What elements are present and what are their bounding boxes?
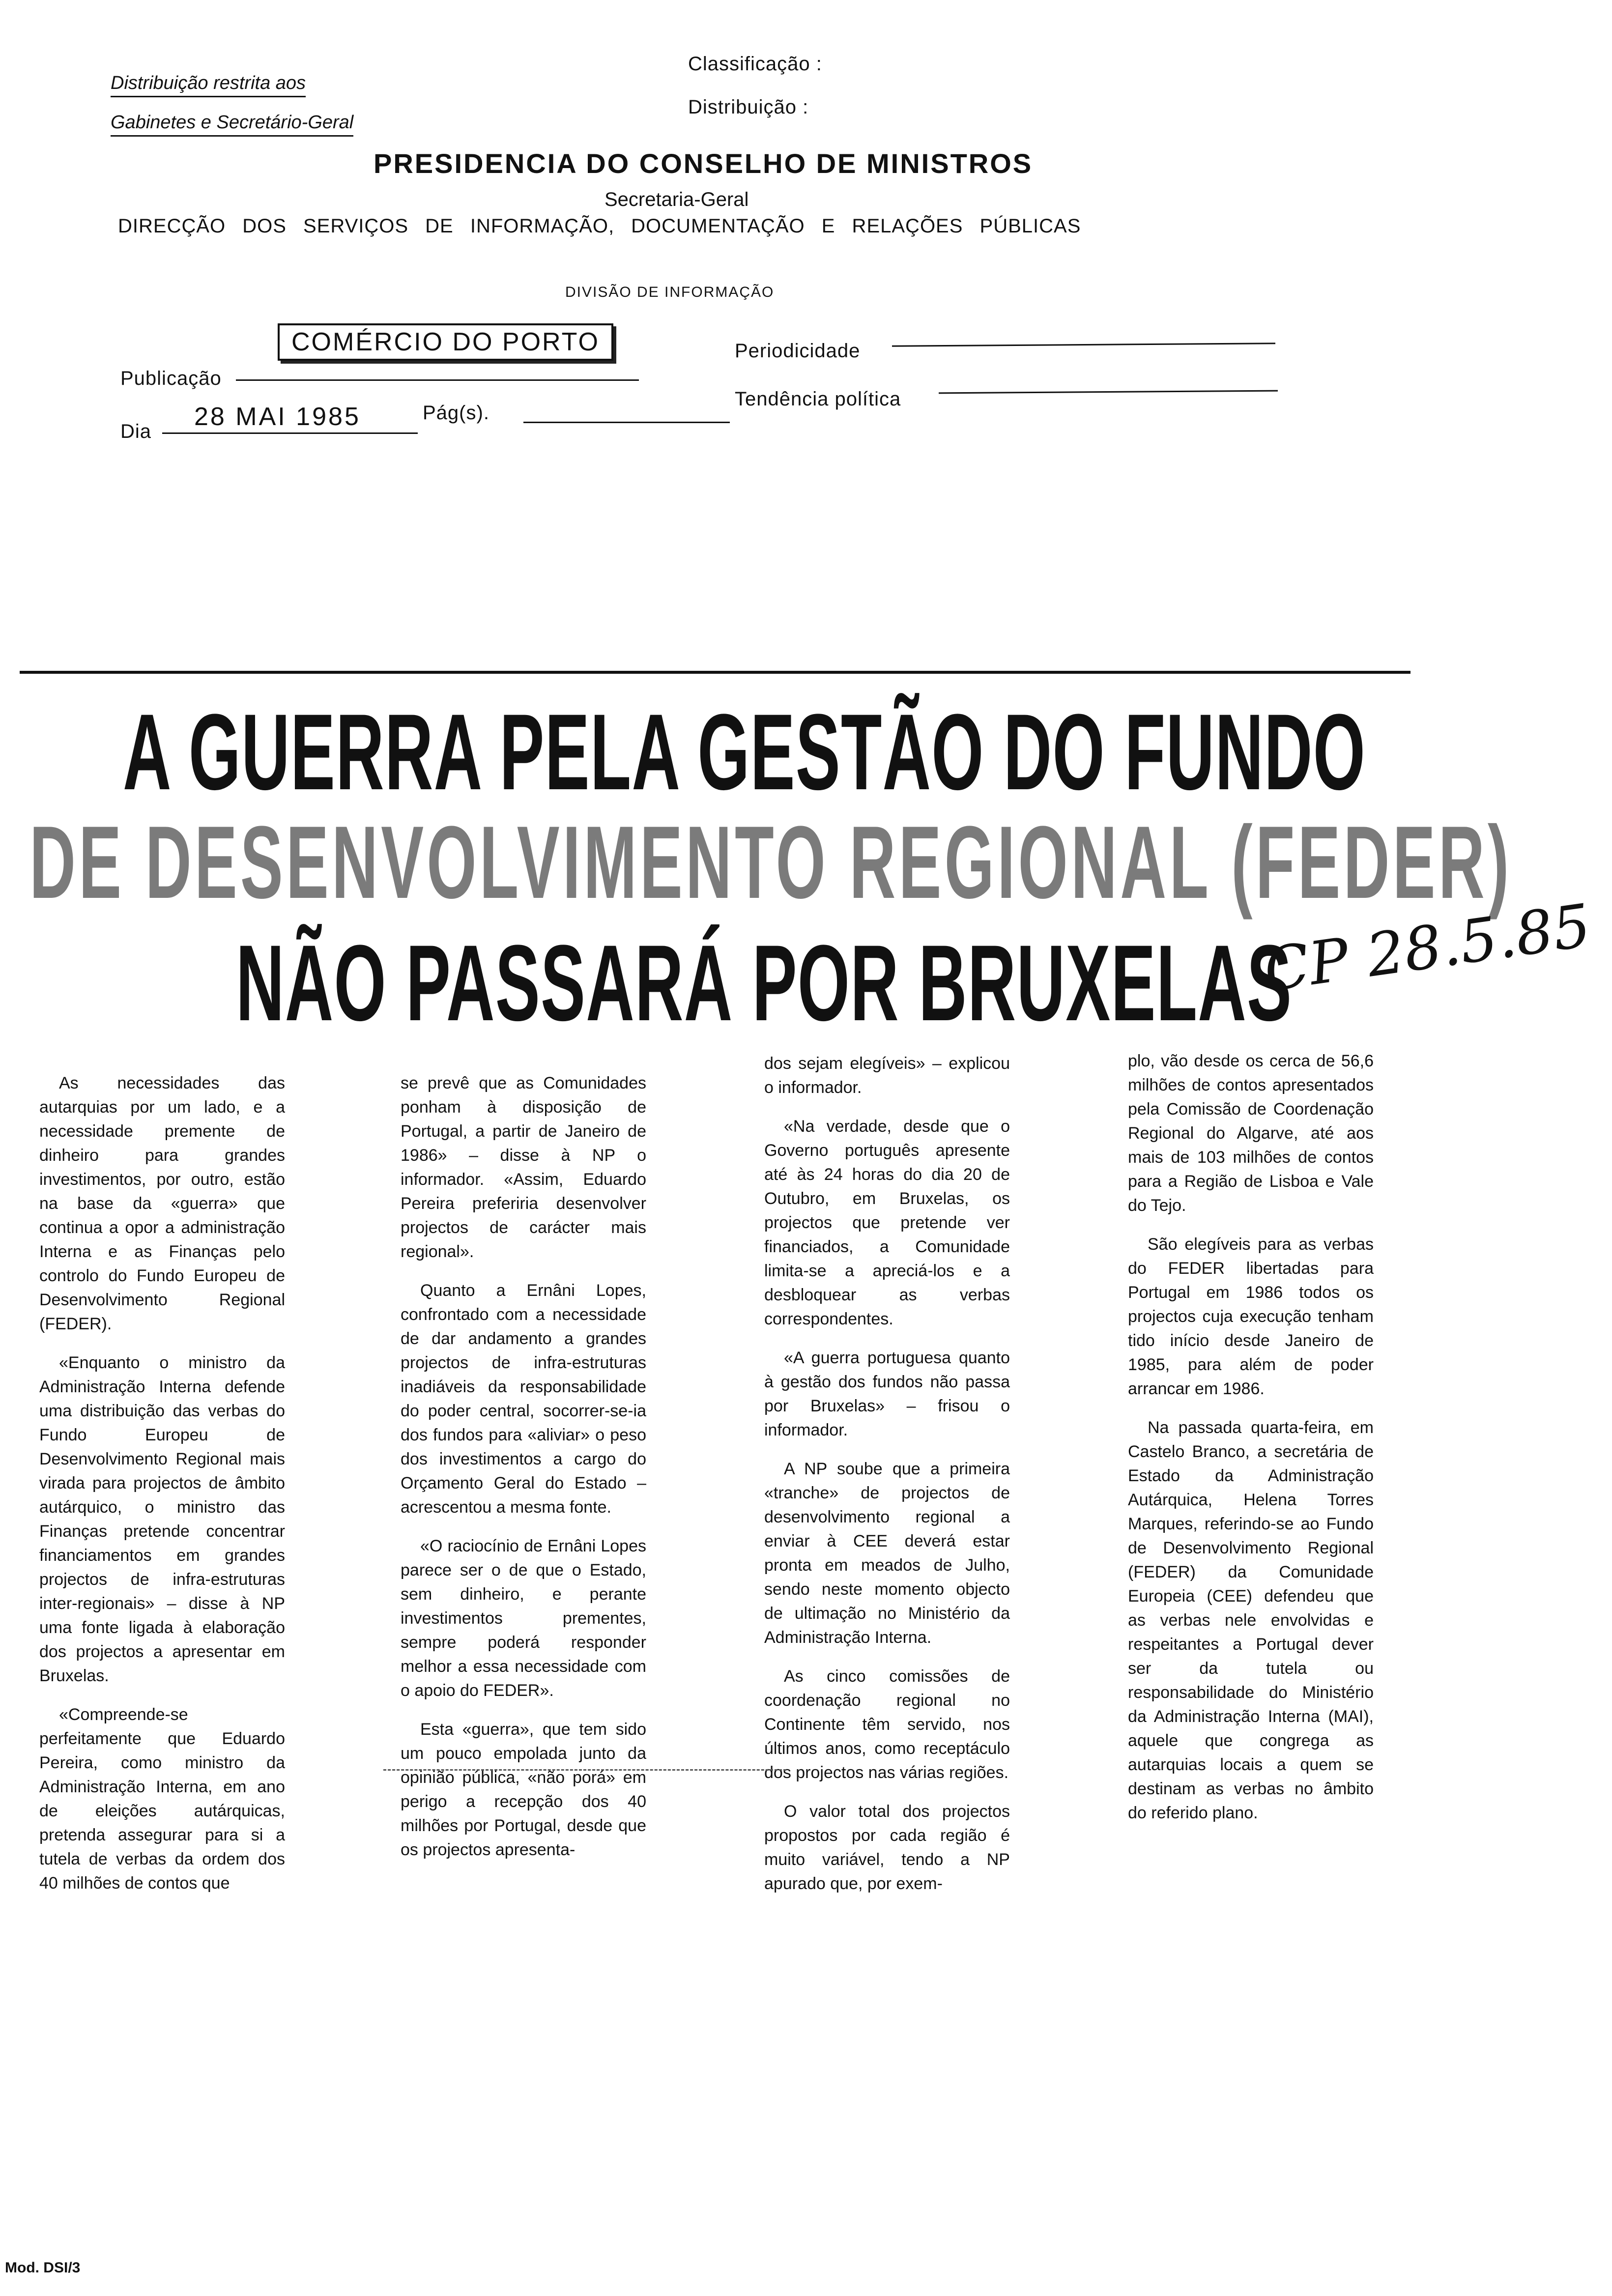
dia-underline [162, 432, 418, 434]
periodicidade-label: Periodicidade [735, 340, 861, 362]
headline-line-3: NÃO PASSARÁ POR BRUXELAS [236, 922, 1293, 1043]
handwritten-annotation: CP 28.5.85 [1260, 891, 1595, 1005]
pags-label: Pág(s). [423, 402, 489, 424]
page-title: PRESIDENCIA DO CONSELHO DE MINISTROS [374, 148, 1033, 179]
divisao-label: DIVISÃO DE INFORMAÇÃO [565, 284, 775, 300]
direccao-label: DIRECÇÃO DOS SERVIÇOS DE INFORMAÇÃO, DOCUMENTAÇÃO E RELAÇÕES PÚBLICAS [118, 215, 1081, 237]
col1-paragraph: «Enquanto o ministro da Administração Interna defende uma distribuição das verbas do Fundo Europeu de Desenvolvimento Regional mais virada para projectos de âmbito autárquico, o ministro das Finanças pretende concentrar financiamentos em grandes projectos de infra-estruturas inter-regionais» – disse à NP uma fonte ligada à elaboração dos projectos a apresentar em Bruxelas. [39, 1353, 285, 1685]
col3-paragraph: dos sejam elegíveis» – explicou o informador. [764, 1054, 1010, 1097]
publication-stamp: COMÉRCIO DO PORTO [278, 323, 613, 361]
periodicidade-line [892, 343, 1275, 346]
restricted-distribution-line2: Gabinetes e Secretário-Geral [111, 112, 353, 137]
col3-paragraph: O valor total dos projectos propostos por cada região é muito variável, tendo a NP apurado que, por exem- [764, 1802, 1010, 1893]
publicacao-underline [236, 379, 639, 381]
col3-paragraph: «A guerra portuguesa quanto à gestão dos fundos não passa por Bruxelas» – frisou o informador. [764, 1349, 1010, 1439]
pags-line [523, 422, 730, 423]
classification-label: Classificação : [688, 53, 822, 75]
top-rule [20, 671, 1410, 674]
col2-paragraph: se prevê que as Comunidades ponham à disposição de Portugal, a partir de Janeiro de 1986» – disse à NP o informador. «Assim, Eduardo Pereira preferiria desenvolver projectos de carácter mais regional». [401, 1074, 646, 1261]
col1-paragraph: «Compreende-se perfeitamente que Eduardo Pereira, como ministro da Administração Interna, em ano de eleições autárquicas, pretenda assegurar para si a tutela de verbas da ordem dos 40 milhões de contos que [39, 1705, 285, 1893]
dia-label: Dia [120, 421, 152, 442]
form-model-label: Mod. DSI/3 [5, 2260, 81, 2276]
col3-paragraph: As cinco comissões de coordenação regional no Continente têm servido, nos últimos anos, como receptáculo dos projectos nas várias regiões. [764, 1667, 1010, 1782]
col4-paragraph: São elegíveis para as verbas do FEDER libertadas para Portugal em 1986 todos os projectos cuja execução tenham tido início desde Janeiro de 1985, para além de poder arrancar em 1986. [1128, 1235, 1374, 1398]
secretaria-label: Secretaria-Geral [604, 189, 749, 210]
col2-paragraph: Quanto a Ernâni Lopes, confrontado com a necessidade de dar andamento a grandes projectos de infra-estruturas inadiáveis da responsabilidade do poder central, socorrer-se-ia dos fundos para «aliviar» o peso dos investimentos a cargo do Orçamento Geral do Estado – acrescentou a mesma fonte. [401, 1281, 646, 1517]
col1-paragraph: As necessidades das autarquias por um lado, e a necessidade premente de dinheiro para grandes investimentos, por outro, estão na base da «guerra» que continua a opor a administração Interna e as Finanças pelo controlo do Fundo Europeu de Desenvolvimento Regional (FEDER). [39, 1074, 285, 1333]
article-column-4 [1128, 1049, 1374, 1825]
col3-paragraph: «Na verdade, desde que o Governo português apresente até às 24 horas do dia 20 de Outubro, em Bruxelas, os projectos que pretende ver financiados, a Comunidade limita-se a apreciá-los e a desbloquear as verbas correspondentes. [764, 1117, 1010, 1328]
headline-line-1: A GUERRA PELA GESTÃO DO FUNDO [123, 691, 1366, 812]
date-stamp: 28 MAI 1985 [194, 402, 361, 431]
article-column-1 [39, 1071, 285, 1895]
headline-line-2: DE DESENVOLVIMENTO REGIONAL (FEDER) [29, 804, 1512, 920]
bottom-dashed-rule [383, 1769, 786, 1771]
restricted-distribution-line1: Distribuição restrita aos [111, 73, 306, 97]
publicacao-label: Publicação [120, 368, 222, 389]
distribution-label: Distribuição : [688, 96, 809, 118]
col2-paragraph: Esta «guerra», que tem sido um pouco empolada junto da opinião pública, «não porá» em perigo a recepção dos 40 milhões por Portugal, desde que os projectos apresenta- [401, 1720, 646, 1859]
tendencia-line [939, 390, 1278, 394]
col4-paragraph: plo, vão desde os cerca de 56,6 milhões de contos apresentados pela Comissão de Coordenação Regional do Algarve, até aos mais de 103 milhões de contos para a Região de Lisboa e Vale do Tejo. [1128, 1052, 1374, 1215]
col4-paragraph: Na passada quarta-feira, em Castelo Branco, a secretária de Estado da Administração Autárquica, Helena Torres Marques, referindo-se ao Fundo de Desenvolvimento Regional (FEDER) da Comunidade Europeia (CEE) defendeu que as verbas nele envolvidas e respeitantes a Portugal dever ser da tutela ou responsabilidade do Ministério da Administração Interna (MAI), aquele que congrega as autarquias locais a quem se destinam as verbas no âmbito do referido plano. [1128, 1418, 1374, 1822]
article-column-3 [764, 1052, 1010, 1896]
tendencia-label: Tendência política [735, 388, 901, 410]
col3-paragraph: A NP soube que a primeira «tranche» de projectos de desenvolvimento regional a enviar à CEE deverá estar pronta em meados de Julho, sendo neste momento objecto de ultimação no Ministério da Administração Interna. [764, 1460, 1010, 1647]
col2-paragraph: «O raciocínio de Ernâni Lopes parece ser o de que o Estado, sem dinheiro, e perante investimentos prementes, sempre poderá responder melhor a essa necessidade com o apoio do FEDER». [401, 1537, 646, 1700]
article-column-2 [401, 1071, 646, 1862]
